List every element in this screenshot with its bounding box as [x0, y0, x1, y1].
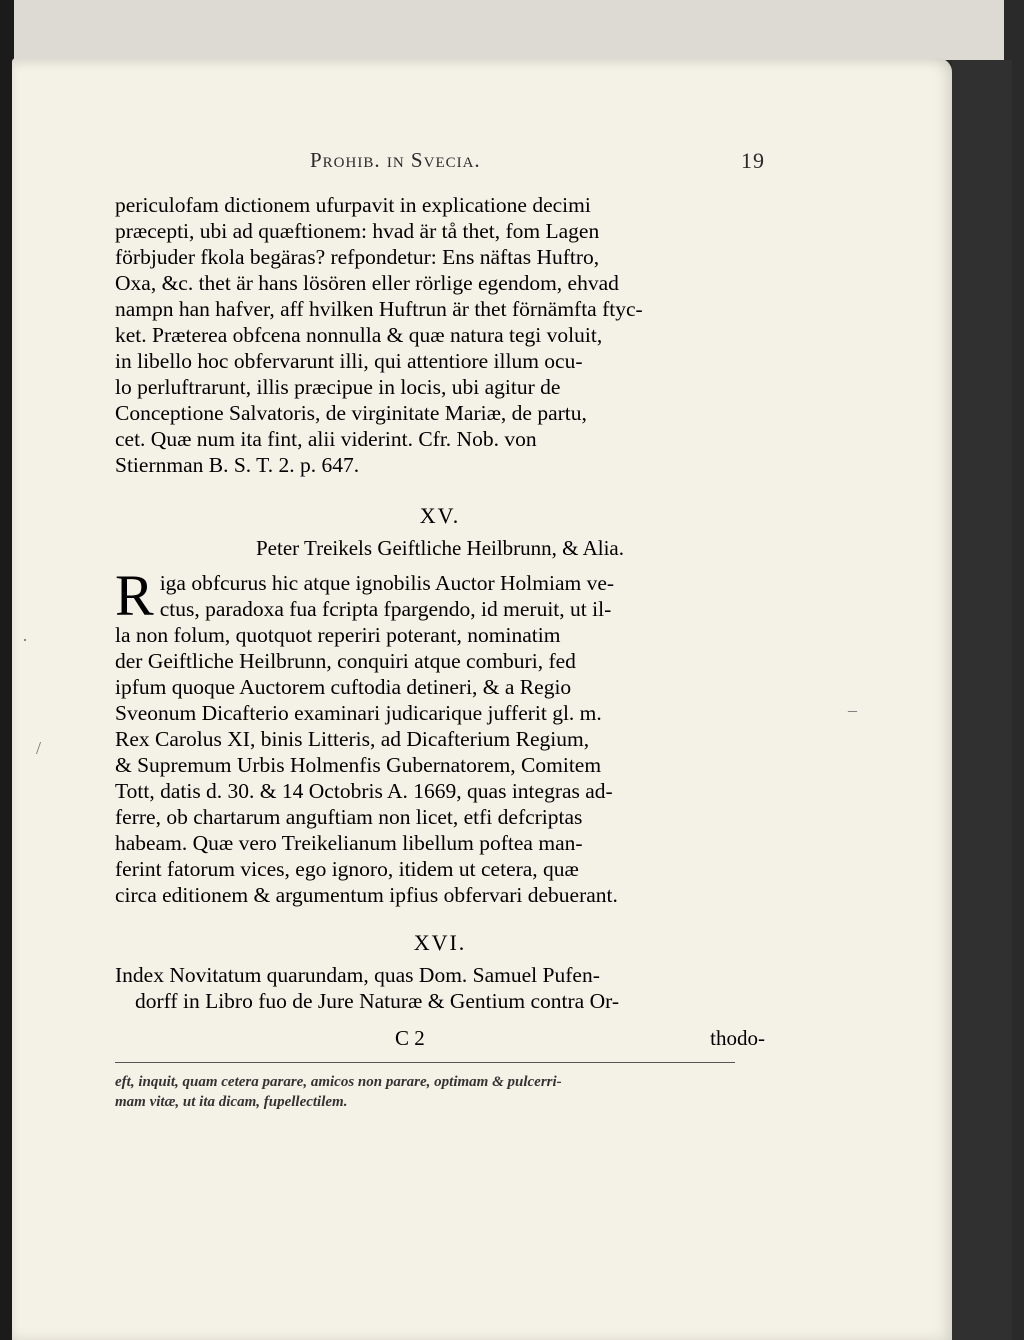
text-line: circa editionem & argumentum ipfius obfervari debuerant. [115, 883, 618, 907]
signature-mark: C 2 [395, 1026, 425, 1050]
text-line: Oxa, &c. thet är hans lösören eller rörlige egendom, ehvad [115, 271, 619, 295]
text-line: ctus, paradoxa fua fcripta fpargendo, id meruit, ut il- [159, 597, 612, 621]
text-line: Conceptione Salvatoris, de virginitate Mariæ, de partu, [115, 401, 587, 425]
text-line: Sveonum Dicafterio examinari judicarique jufferit gl. m. [115, 701, 602, 725]
text-line: förbjuder fkola begäras? refpondetur: Ens näftas Huftro, [115, 245, 600, 269]
footnote-line: eft, inquit, quam cetera parare, amicos non parare, optimam & pulcerri- [115, 1074, 562, 1090]
text-line: der Geiftliche Heilbrunn, conquiri atque comburi, fed [115, 649, 576, 673]
text-line: iga obfcurus hic atque ignobilis Auctor Holmiam ve- [159, 571, 615, 595]
text-line: ket. Præterea obfcena nonnulla & quæ natura tegi voluit, [115, 323, 603, 347]
paragraph-1 [115, 192, 765, 478]
text-line: in libello hoc obfervarunt illi, qui attentiore illum ocu- [115, 349, 583, 373]
text-line: & Supremum Urbis Holmenfis Gubernatorem, Comitem [115, 753, 602, 777]
running-head-title: Prohib. in Svecia. [310, 148, 481, 172]
page-number: 19 [741, 148, 765, 173]
text-line: Tott, datis d. 30. & 14 Octobris A. 1669, quas integras ad- [115, 779, 613, 803]
text-line: Index Novitatum quarundam, quas Dom. Samuel Pufen- [115, 963, 600, 987]
footnote-rule [115, 1062, 735, 1063]
text-line: lo perluftrarunt, illis præcipue in locis, ubi agitur de [115, 375, 561, 399]
text-line: dorff in Libro fuo de Jure Naturæ & Gentium contra Or- [135, 989, 619, 1013]
text-line: ferint fatorum vices, ego ignoro, itidem ut cetera, quæ [115, 857, 579, 881]
text-line: præcepti, ubi ad quæftionem: hvad är tå thet, fom Lagen [115, 219, 600, 243]
drop-cap: R [115, 563, 154, 628]
footnote-line: mam vitæ, ut ita dicam, fupellectilem. [115, 1094, 348, 1110]
section-title-xv: Peter Treikels Geiftliche Heilbrunn, & Alia. [255, 536, 625, 560]
text-line: cet. Quæ num ita fint, alii viderint. Cfr. Nob. von [115, 427, 537, 451]
margin-mark: – [848, 700, 857, 720]
text-line: la non folum, quotquot reperiri poterant, nominatim [115, 623, 561, 647]
text-line: Rex Carolus XI, binis Litteris, ad Dicafterium Regium, [115, 727, 590, 751]
paragraph-2 [115, 563, 765, 908]
margin-mark: · [22, 630, 28, 650]
running-head [105, 148, 765, 176]
footnote [115, 1072, 735, 1112]
text-line: Stiernman B. S. T. 2. p. 647. [115, 453, 360, 477]
text-line: nampn han hafver, aff hvilken Huftrun är thet förnämfta ftyc- [115, 297, 643, 321]
text-line: habeam. Quæ vero Treikelianum libellum poftea man- [115, 831, 583, 855]
paragraph-3 [115, 962, 765, 1014]
section-number-xv: XV. [419, 503, 461, 528]
text-line: ipfum quoque Auctorem cuftodia detineri, & a Regio [115, 675, 572, 699]
scan-backdrop-right [952, 60, 1012, 1340]
text-line: ferre, ob chartarum anguftiam non licet, etfi defcriptas [115, 805, 583, 829]
text-line: periculofam dictionem ufurpavit in explicatione decimi [115, 193, 591, 217]
scan-backdrop-top [14, 0, 1004, 60]
margin-mark: / [36, 738, 42, 758]
section-number-xvi: XVI. [413, 930, 467, 955]
catchword: thodo- [710, 1026, 765, 1050]
